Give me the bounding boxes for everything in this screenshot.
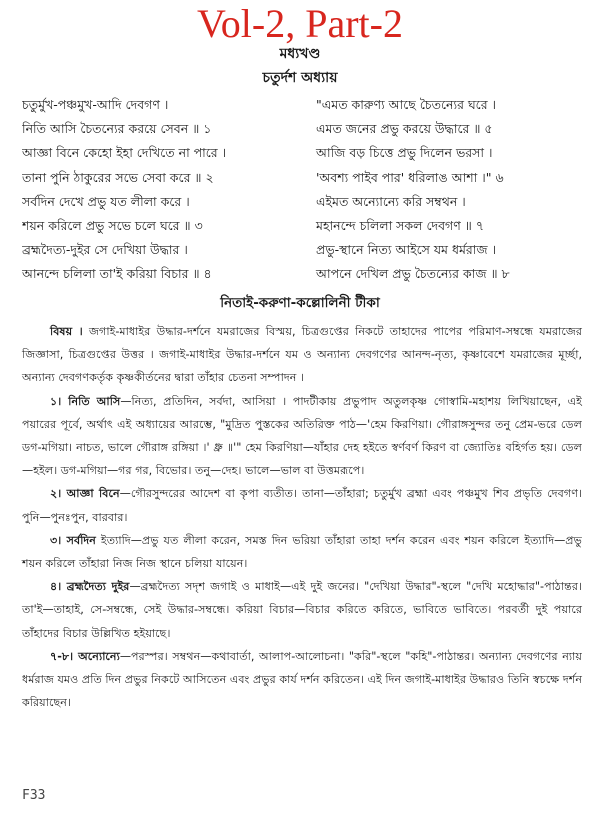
verse-line: আজি বড় চিত্তে প্রভু দিলেন ভরসা । [316, 145, 493, 161]
verse-line: প্রভু-স্থানে নিত্য আইসে যম ধর্মরাজ । [316, 242, 497, 258]
commentary-title: নিতাই-করুণা-কল্লোলিনী টীকা [220, 295, 380, 311]
paragraph-text: —নিত্য, প্রতিদিন, সর্বদা, আসিয়া । পাদটীকায় প্রভুপাদ অতুলকৃষ্ণ গোস্বামি-মহাশয় লিখিয়াছেন, এই পয়ারের পূর্বে, অর্থাৎ এই অধ্যায়ের আরম্ভে, "মুদ্রিত পুস্তকের অতিরিক্ত পাঠ—'হেম কিরণিয়া। গৌরাঙ্গসুন্দর তনু প্রেম-ভরে ডেল ডগ-মগিয়া। নাচত, ভালে গৌরাঙ্গ রঙ্গিয়া ।' ধ্রু ॥'" হেম কিরণিয়া—যাঁহার দেহ হইতে স্বর্ণবর্ণ কিরণ বা জ্যোতিঃ বহির্গত হয়। ডেল—হইল। ডগ-মগিয়া—গর গর, বিভোর। তনু—দেহ। ভালে—ভাল বা উত্তমরূপে। [22, 394, 582, 478]
paragraph-label: ৩। সর্বদিন [50, 533, 96, 547]
paragraph-label: ৪। ব্রহ্মদৈত্য দুইর [50, 580, 130, 594]
commentary-body [22, 320, 582, 714]
verse-line: তানা পুনি ঠাকুরের সভে সেবা করে ॥ ২ [22, 169, 214, 185]
verse-line: নিতি আসি চৈতন্যের করয়ে সেবন ॥ ১ [22, 121, 212, 137]
paragraph-label: ৭-৮। অন্যোন্যে [50, 649, 120, 663]
verse-line: আপনে দেখিল প্রভু চৈতন্যের কাজ ॥ ৮ [316, 266, 510, 282]
commentary-paragraph [22, 645, 582, 715]
paragraph-text: ইত্যাদি—প্রভু যত লীলা করেন, সমস্ত দিন ভরিয়া তাঁহারা তাহা দর্শন করেন এবং শয়ন করিলে ইত্যাদি—প্রভু শয়ন করিলে তাঁহারা নিজ নিজ স্থানে চলিয়া যায়েন। [22, 533, 582, 571]
verse-line: সর্বদিন দেখে প্রভু যত লীলা করে । [22, 193, 190, 209]
page-code: F33 [22, 788, 46, 803]
section-title: মধ্যখণ্ড [279, 46, 321, 62]
verse-line: এমত জনের প্রভু করয়ে উদ্ধারে ॥ ৫ [316, 121, 493, 137]
commentary-paragraph [22, 529, 582, 575]
commentary-paragraph [22, 320, 582, 390]
volume-label: Vol-2, Part-2 [197, 1, 403, 46]
verse-line: এইমত অন্যোন্যে করি সম্বথন । [316, 193, 466, 209]
paragraph-label: ১। নিতি আসি [50, 394, 121, 408]
verse-line: মহানন্দে চলিলা সকল দেবগণ ॥ ৭ [316, 217, 484, 233]
verse-line: আজ্ঞা বিনে কেহো ইহা দেখিতে না পারে । [22, 145, 227, 161]
paragraph-text: —পরস্পর। সম্বথন—কথাবার্তা, আলাপ-আলোচনা। "করি"-স্থলে "কহি"-পাঠান্তর। অন্যান্য দেবগণের ন্যায় ধর্মরাজ যমও প্রতি দিন প্রভুর নিকটে আসিতেন এবং প্রভুর কার্য দর্শন করিতেন। এই দিন জগাই-মাধাইর উদ্ধারও তিনি স্বচক্ষে দর্শন করিয়াছেন। [22, 649, 583, 710]
paragraph-label: ২। আজ্ঞা বিনে [50, 487, 120, 501]
paragraph-text: —গৌরসুন্দরের আদেশ বা কৃপা ব্যতীত। তানা—তাঁহারা; চতুর্মুখ ব্রহ্মা এবং পঞ্চমুখ শিব প্রভৃতি দেবগণ। পুনি—পুনঃপুন, বারবার। [22, 487, 582, 524]
verse-line: "এমত কারুণ্য আছে চৈতন্যের ঘরে । [316, 97, 497, 112]
paragraph-label: বিষয় । [50, 325, 83, 338]
paragraph-text: —ব্রহ্মদৈত্য সদৃশ জগাই ও মাধাই—এই দুই জনের। "দেখিয়া উদ্ধার"-স্থলে "দেখি মহোদ্ধার"-পাঠান্তর। তা'ই—তাহাই, সে-সম্বন্ধে, সেই উদ্ধার-সম্বন্ধে। করিয়া বিচার—বিচার করিতে করিতে, ভাবিতে ভাবিতে। পরবর্তী দুই পয়ারে তাঁহাদের বিচার উল্লিখিত হইয়াছে। [22, 580, 582, 640]
commentary-paragraph [22, 482, 582, 528]
verse-line: শয়ন করিলে প্রভু সভে চলে ঘরে ॥ ৩ [22, 217, 203, 233]
paragraph-text: জগাই-মাধাইর উদ্ধার-দর্শনে যমরাজের বিস্ময়, চিত্রগুপ্তের নিকটে তাহাদের পাপের পরিমাণ-সম্বন্ধে যমরাজের জিজ্ঞাসা, চিত্রগুপ্তের উত্তর । জগাই-মাধাইর উদ্ধার-দর্শনে যম ও অন্যান্য দেবগণের আনন্দ-নৃত্য, কৃষ্ণাবেশে যমরাজের মূর্চ্ছা, অন্যান্য দেবগণকর্তৃক কৃষ্ণকীর্তনের দ্বারা তাঁহার চেতনা সম্পাদন । [22, 325, 582, 385]
verse-line: চতুর্মুখ-পঞ্চমুখ-আদি দেবগণ । [22, 97, 169, 112]
chapter-title: চতুর্দশ অধ্যায় [262, 70, 338, 86]
verse-line: আনন্দে চলিলা তা'ই করিয়া বিচার ॥ ৪ [22, 266, 212, 282]
verse-line: 'অবশ্য পাইব পার' ধরিলাঙ আশা ।" ৬ [316, 169, 504, 185]
commentary-paragraph [22, 390, 582, 483]
verse-line: ব্রহ্মদৈত্য-দুইর সে দেখিয়া উদ্ধার । [22, 242, 188, 258]
verse-block [22, 93, 578, 287]
commentary-paragraph [22, 575, 582, 645]
